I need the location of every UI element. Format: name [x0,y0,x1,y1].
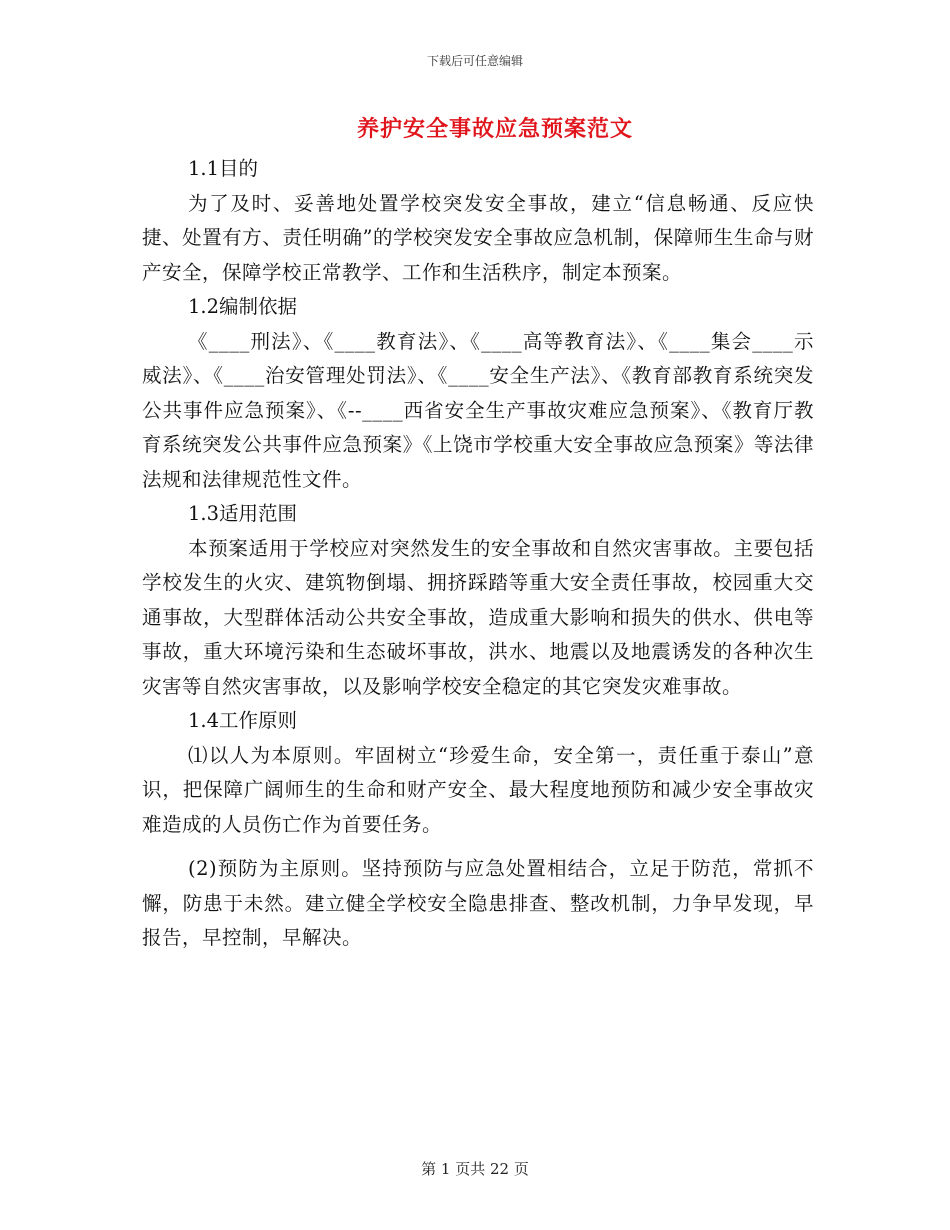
paragraph-scope: 本预案适用于学校应对突然发生的安全事故和自然灾害事故。主要包括学校发生的火灾、建筑物倒塌、拥挤踩踏等重大安全责任事故，校园重大交通事故，大型群体活动公共安全事故，造成重大影响和损失的供水、供电等事故，重大环境污染和生态破坏事故，洪水、地震以及地震诱发的各种次生灾害等自然灾害事故，以及影响学校安全稳定的其它突发灾难事故。 [142,536,814,698]
section-heading-principles: 1.4工作原则 [188,709,298,732]
paragraph-principle-1: ⑴以人为本原则。牢固树立“珍爱生命，安全第一，责任重于泰山”意识，把保障广阔师生的生命和财产安全、最大程度地预防和减少安全事故灾难造成的人员伤亡作为首要任务。 [142,743,814,836]
document-title: 养护安全事故应急预案范文 [356,116,633,142]
paragraph-principle-2: (2)预防为主原则。坚持预防与应急处置相结合，立足于防范，常抓不懈，防患于未然。建立健全学校安全隐患排查、整改机制，力争早发现，早报告，早控制，早解决。 [142,857,814,949]
header-note: 下载后可任意编辑 [426,54,523,68]
paragraph-purpose: 为了及时、妥善地处置学校突发安全事故，建立“信息畅通、反应快捷、处置有方、责任明确”的学校突发安全事故应急机制，保障师生生命与财产安全，保障学校正常教学、工作和生活秩序，制定本预案。 [142,191,814,284]
document-body [142,152,814,956]
section-heading-basis: 1.2编制依据 [188,295,298,318]
page-footer: 第 1 页共 22 页 [421,1160,529,1178]
section-heading-purpose: 1.1目的 [188,157,259,180]
paragraph-basis: 《____刑法》、《____教育法》、《____高等教育法》、《____集会____示威法》、《____治安管理处罚法》、《____安全生产法》、《教育部教育系统突发公共事件应急预案》、《--____西省安全生产事故灾难应急预案》、《教育厅教育系统突发公共事件应急预案》《上饶市学校重大安全事故应急预案》等法律法规和法律规范性文件。 [142,329,814,491]
section-heading-scope: 1.3适用范围 [188,502,298,525]
